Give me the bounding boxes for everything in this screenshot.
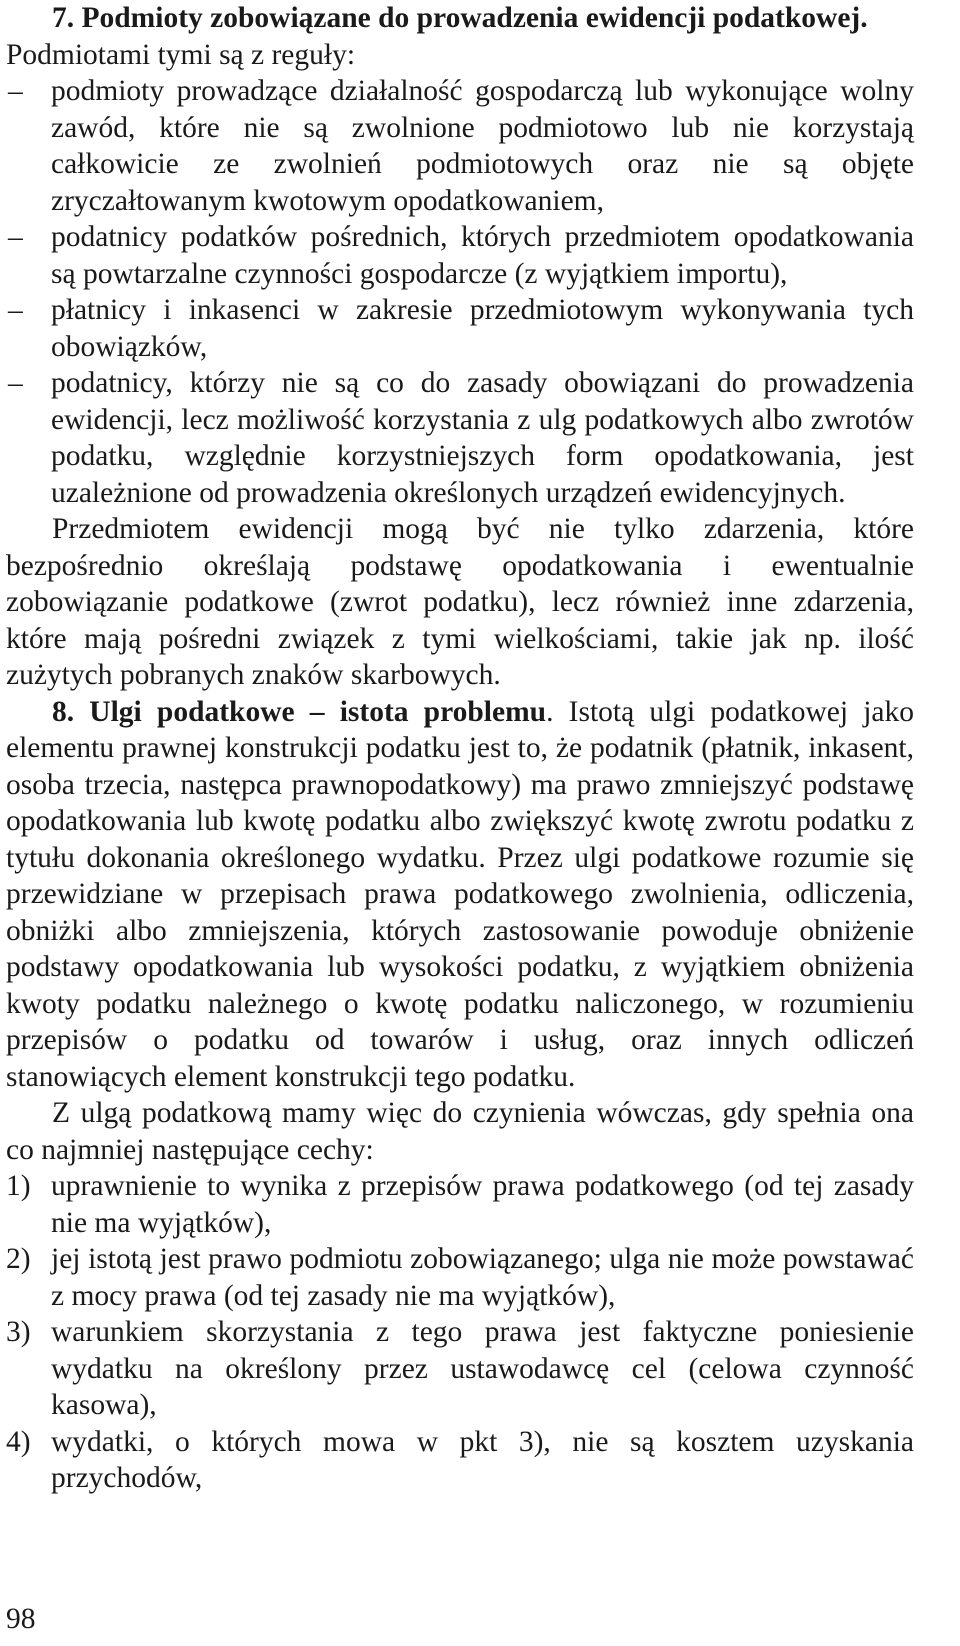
dash-marker: – <box>8 75 23 107</box>
dash-marker: – <box>8 294 23 326</box>
section-8-heading-tail: . <box>546 695 554 728</box>
list-item-text: płatnicy i inkasenci w zakresie przedmiotowym wykonywania tych obowiązków, <box>51 294 914 363</box>
list-item-text: jej istotą jest prawo podmiotu zobowiązanego; ulga nie może powstawać z mocy prawa (od tej zasady nie ma wyjątków), <box>51 1243 914 1312</box>
list-item <box>6 1241 914 1314</box>
list-item-text: podmioty prowadzące działalność gospodarczą lub wykonujące wolny zawód, które nie są zwolnione podmiotowo lub nie korzystają całkowicie ze zwolnień podmiotowych oraz nie są objęte zryczałtowanym kwotowym opodatkowaniem, <box>51 75 914 217</box>
list-item-text: wydatki, o których mowa w pkt 3), nie są kosztem uzyskania przychodów, <box>51 1425 914 1494</box>
dash-marker: – <box>8 221 23 253</box>
list-item <box>6 1424 914 1497</box>
section-8-paragraph-1-text: Istotą ulgi podatkowej jako elementu prawnej konstrukcji podatku jest to, że podatnik (płatnik, inkasent, osoba trzecia, następca prawnopodatkowy) ma prawo zmniejszyć podstawę opodatkowania lub kwotę podatku albo zwiększyć kwotę zwrotu podatku z tytułu dokonania określonego wydatku. Przez ulgi podatkowe rozumie się przewidziane w przepisach prawa podatkowego zwolnienia, odliczenia, obniżki albo zmniejszenia, których zastosowanie powoduje obniżenie podstawy opodatkowania lub wysokości podatku, z wyjątkiem obniżenia kwoty podatku należnego o kwotę podatku naliczonego, w rozumieniu przepisów o podatku od towarów i usług, oraz innych odliczeń stanowiących element konstrukcji tego podatku. <box>6 695 915 1093</box>
list-item <box>6 219 914 292</box>
list-item <box>6 73 914 219</box>
list-item <box>6 365 914 511</box>
dash-marker: – <box>8 367 23 399</box>
list-item-text: uprawnienie to wynika z przepisów prawa podatkowego (od tej zasady nie ma wyjątków), <box>51 1170 914 1239</box>
list-item <box>6 292 914 365</box>
list-item <box>6 1314 914 1424</box>
list-item-text: podatnicy podatków pośrednich, których przedmiotem opodatkowania są powtarzalne czynności gospodarcze (z wyjątkiem importu), <box>51 221 914 290</box>
number-marker: 1) <box>6 1170 31 1202</box>
list-item <box>6 1168 914 1241</box>
section-7-intro: Podmiotami tymi są z reguły: <box>6 38 356 71</box>
section-7-paragraph: Przedmiotem ewidencji mogą być nie tylko zdarzenia, które bezpośrednio określają podstawę opodatkowania i ewentualnie zobowiązanie podatkowe (zwrot podatku), lecz również inne zdarzenia, które mają pośredni związek z tymi wielkościami, takie jak np. ilość zużytych pobranych znaków skarbowych. <box>6 513 914 691</box>
number-marker: 4) <box>6 1425 31 1458</box>
section-8-paragraph-1 <box>6 694 914 1096</box>
section-8-paragraph-2: Z ulgą podatkową mamy więc do czynienia wówczas, gdy spełnia ona co najmniej następujące cechy: <box>6 1097 914 1166</box>
section-8-heading: 8. Ulgi podatkowe – istota problemu <box>52 695 547 728</box>
list-item-text: warunkiem skorzystania z tego prawa jest faktyczne poniesienie wydatku na określony przez ustawodawcę cel (celowa czynność kasowa), <box>51 1316 914 1421</box>
list-item-text: podatnicy, którzy nie są co do zasady obowiązani do prowadzenia ewidencji, lecz możliwość korzystania z ulg podatkowych albo zwrotów podatku, względnie korzystniejszych form opodatkowania, jest uzależnione od prowadzenia określonych urządzeń ewidencyjnych. <box>51 367 914 509</box>
document-page <box>6 0 914 1497</box>
page-number: 98 <box>6 1603 36 1635</box>
section-7-heading: 7. Podmioty zobowiązane do prowadzenia ewidencji podatkowej. <box>52 2 868 34</box>
number-marker: 3) <box>6 1316 31 1348</box>
number-marker: 2) <box>6 1243 31 1275</box>
